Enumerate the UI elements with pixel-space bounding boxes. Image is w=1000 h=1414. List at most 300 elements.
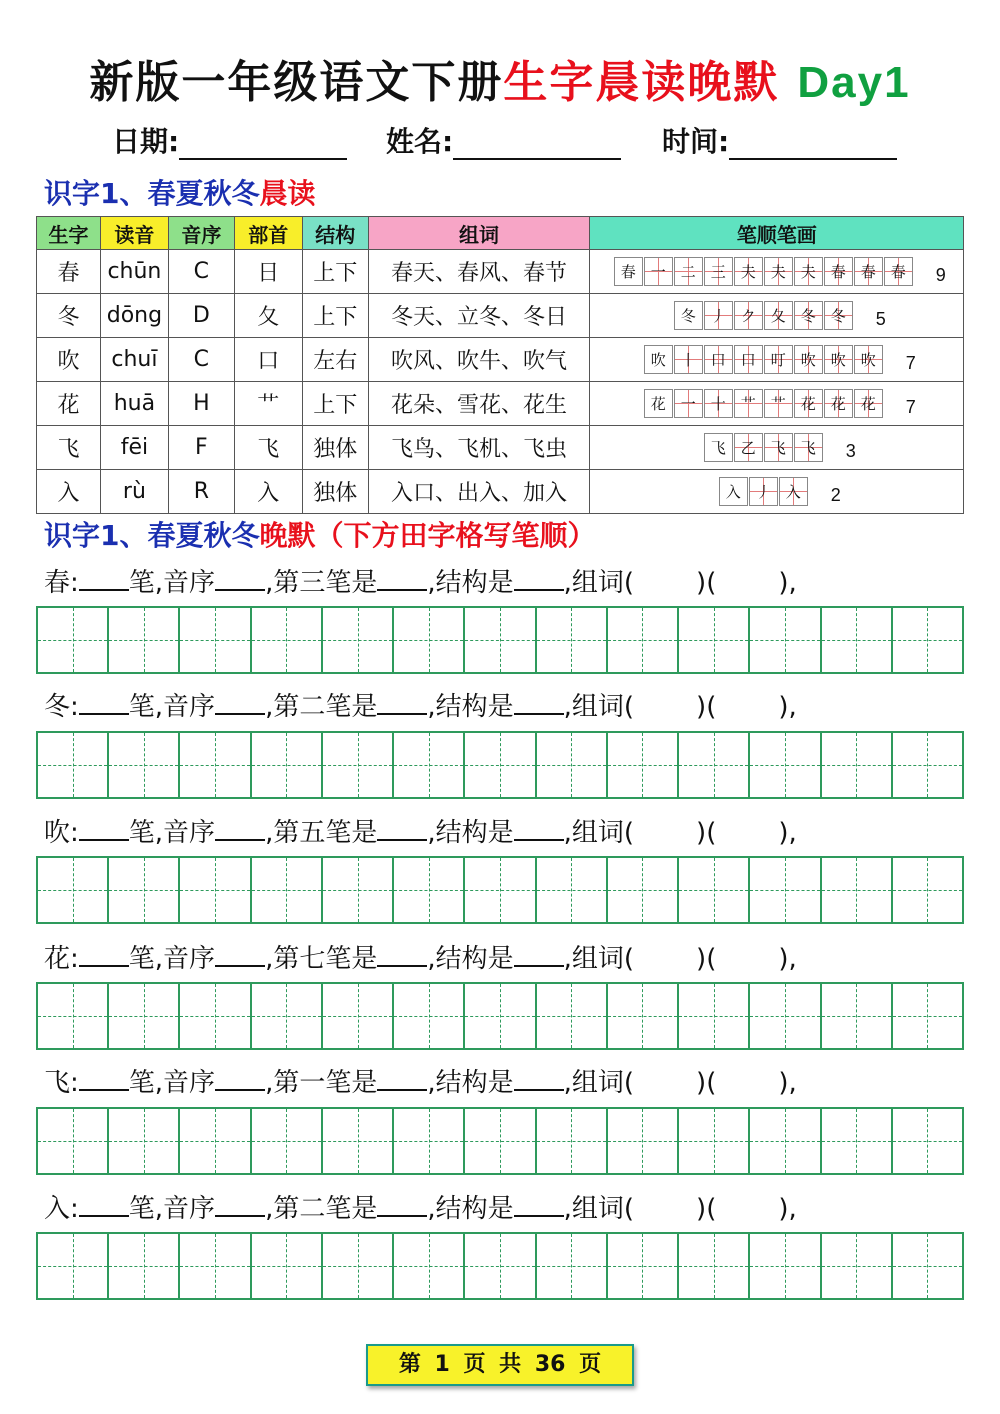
morning-title-red: 晨读 bbox=[259, 177, 316, 210]
tianzige-grid bbox=[36, 1107, 964, 1175]
header-char: 生字 bbox=[37, 217, 101, 250]
stroke-box: 十 bbox=[704, 389, 733, 418]
tianzige-cell[interactable] bbox=[323, 1109, 394, 1173]
evening-title-blue: 识字1、春夏秋冬 bbox=[44, 519, 260, 552]
tianzige-cell[interactable] bbox=[822, 608, 893, 672]
structure-blank[interactable] bbox=[514, 941, 564, 967]
tianzige-grid bbox=[36, 1232, 964, 1300]
order-blank[interactable] bbox=[215, 815, 265, 841]
stroke-box: 入 bbox=[779, 477, 808, 506]
order-blank[interactable] bbox=[215, 941, 265, 967]
prompt-colon: : bbox=[70, 692, 79, 722]
prompt-paren-mid: )( bbox=[696, 1194, 717, 1224]
table-row bbox=[37, 382, 964, 426]
tianzige-cell[interactable] bbox=[180, 984, 251, 1048]
stroke-box: 丿 bbox=[704, 301, 733, 330]
prompt-strokes-label: 笔, bbox=[128, 818, 164, 848]
header-letter: 音序 bbox=[168, 217, 234, 250]
page-indicator: 第 1 页 共 36 页 bbox=[366, 1344, 634, 1386]
tianzige-cell[interactable] bbox=[109, 1234, 180, 1298]
prompt-structure-label: 结构是 bbox=[435, 568, 514, 598]
cell-pinyin: fēi bbox=[100, 426, 168, 470]
stroke-count-blank[interactable] bbox=[79, 815, 129, 841]
prompt-order-label: 音序 bbox=[163, 818, 216, 848]
stroke-box: ク bbox=[734, 301, 763, 330]
prompt-order-label: 音序 bbox=[163, 1194, 216, 1224]
stroke-box: 春 bbox=[824, 257, 853, 286]
prompt-comma: , bbox=[563, 692, 572, 722]
stroke-count-blank[interactable] bbox=[79, 1065, 129, 1091]
stroke-box: 花 bbox=[854, 389, 883, 418]
prompt-ordinal-label: 第一笔是 bbox=[273, 1068, 378, 1098]
table-row bbox=[37, 426, 964, 470]
stroke-box: 花 bbox=[644, 389, 673, 418]
tianzige-cell[interactable] bbox=[679, 733, 750, 797]
cell-pinyin: huā bbox=[100, 382, 168, 426]
name-field[interactable] bbox=[453, 126, 621, 160]
tianzige-cell[interactable] bbox=[323, 858, 394, 922]
structure-blank[interactable] bbox=[514, 1065, 564, 1091]
prompt-paren-end: ), bbox=[778, 944, 797, 974]
prompt-paren-end: ), bbox=[778, 692, 797, 722]
stroke-count-blank[interactable] bbox=[79, 941, 129, 967]
cell-stroke-order bbox=[590, 382, 964, 426]
prompt-words-label: 组词( bbox=[571, 1194, 635, 1224]
prompt-ordinal-label: 第二笔是 bbox=[273, 692, 378, 722]
tianzige-cell[interactable] bbox=[252, 1109, 323, 1173]
tianzige-cell[interactable] bbox=[537, 984, 608, 1048]
prompt-colon: : bbox=[70, 944, 79, 974]
prompt-order-label: 音序 bbox=[163, 692, 216, 722]
cell-stroke-order bbox=[590, 426, 964, 470]
prompt-colon: : bbox=[70, 568, 79, 598]
prompt-paren-end: ), bbox=[778, 1068, 797, 1098]
prompt-comma: , bbox=[563, 818, 572, 848]
tianzige-cell[interactable] bbox=[465, 733, 536, 797]
tianzige-cell[interactable] bbox=[608, 608, 679, 672]
prompt-ordinal-label: 第五笔是 bbox=[273, 818, 378, 848]
prompt-char: 花 bbox=[44, 944, 71, 974]
prompt-structure-label: 结构是 bbox=[435, 818, 514, 848]
tianzige-cell[interactable] bbox=[608, 1234, 679, 1298]
cell-words: 吹风、吹牛、吹气 bbox=[368, 338, 590, 382]
tianzige-cell[interactable] bbox=[38, 984, 109, 1048]
date-group bbox=[112, 120, 347, 160]
prompt-comma: , bbox=[427, 692, 436, 722]
stroke-box: 口 bbox=[734, 345, 763, 374]
cell-structure: 独体 bbox=[302, 426, 368, 470]
dictation-prompt bbox=[44, 1188, 797, 1225]
stroke-box: 三 bbox=[704, 257, 733, 286]
tianzige-cell[interactable] bbox=[465, 858, 536, 922]
dictation-prompt bbox=[44, 1062, 797, 1099]
tianzige-cell[interactable] bbox=[750, 608, 821, 672]
dictation-prompt bbox=[44, 686, 797, 723]
prompt-structure-label: 结构是 bbox=[435, 692, 514, 722]
tianzige-cell[interactable] bbox=[679, 608, 750, 672]
prompt-char: 飞 bbox=[44, 1068, 71, 1098]
tianzige-grid bbox=[36, 856, 964, 924]
table-row bbox=[37, 294, 964, 338]
tianzige-cell[interactable] bbox=[465, 1234, 536, 1298]
stroke-count: 3 bbox=[845, 441, 856, 461]
tianzige-cell[interactable] bbox=[109, 984, 180, 1048]
tianzige-cell[interactable] bbox=[679, 858, 750, 922]
tianzige-cell[interactable] bbox=[109, 608, 180, 672]
time-label: 时间: bbox=[662, 125, 730, 158]
cell-structure: 左右 bbox=[302, 338, 368, 382]
structure-blank[interactable] bbox=[514, 565, 564, 591]
prompt-ordinal-label: 第二笔是 bbox=[273, 1194, 378, 1224]
tianzige-cell[interactable] bbox=[180, 1109, 251, 1173]
header-words: 组词 bbox=[368, 217, 590, 250]
tianzige-cell[interactable] bbox=[893, 608, 962, 672]
prompt-paren-mid: )( bbox=[696, 818, 717, 848]
tianzige-cell[interactable] bbox=[679, 1109, 750, 1173]
stroke-box: 二 bbox=[674, 257, 703, 286]
stroke-count-blank[interactable] bbox=[79, 1191, 129, 1217]
table-row bbox=[37, 470, 964, 514]
tianzige-cell[interactable] bbox=[38, 733, 109, 797]
tianzige-cell[interactable] bbox=[822, 984, 893, 1048]
order-blank[interactable] bbox=[215, 689, 265, 715]
tianzige-cell[interactable] bbox=[323, 608, 394, 672]
tianzige-cell[interactable] bbox=[679, 984, 750, 1048]
evening-title-red: 晚默（下方田字格写笔顺） bbox=[259, 519, 596, 552]
tianzige-cell[interactable] bbox=[394, 608, 465, 672]
prompt-words-label: 组词( bbox=[571, 568, 635, 598]
order-blank[interactable] bbox=[215, 1065, 265, 1091]
tianzige-cell[interactable] bbox=[252, 858, 323, 922]
stroke-box: 丨 bbox=[674, 345, 703, 374]
tianzige-cell[interactable] bbox=[394, 1234, 465, 1298]
prompt-paren-mid: )( bbox=[696, 1068, 717, 1098]
structure-blank[interactable] bbox=[514, 1191, 564, 1217]
tianzige-cell[interactable] bbox=[109, 733, 180, 797]
info-row bbox=[112, 120, 912, 160]
tianzige-cell[interactable] bbox=[180, 608, 251, 672]
tianzige-cell[interactable] bbox=[252, 608, 323, 672]
tianzige-cell[interactable] bbox=[109, 858, 180, 922]
stroke-box: 艹 bbox=[734, 389, 763, 418]
tianzige-cell[interactable] bbox=[465, 984, 536, 1048]
stroke-box: 乙 bbox=[734, 433, 763, 462]
title-day: Day1 bbox=[797, 58, 911, 107]
stroke-box: 吹 bbox=[644, 345, 673, 374]
nth-stroke-blank[interactable] bbox=[377, 815, 427, 841]
stroke-count: 7 bbox=[905, 353, 916, 373]
prompt-colon: : bbox=[70, 1194, 79, 1224]
stroke-box: 飞 bbox=[764, 433, 793, 462]
tianzige-cell[interactable] bbox=[180, 858, 251, 922]
stroke-box: 花 bbox=[794, 389, 823, 418]
stroke-count-blank[interactable] bbox=[79, 565, 129, 591]
prompt-paren-mid: )( bbox=[696, 944, 717, 974]
stroke-box: 冬 bbox=[794, 301, 823, 330]
tianzige-cell[interactable] bbox=[537, 608, 608, 672]
cell-char: 春 bbox=[37, 250, 101, 294]
tianzige-cell[interactable] bbox=[822, 733, 893, 797]
date-field[interactable] bbox=[179, 126, 347, 160]
table-header-row bbox=[37, 217, 964, 250]
stroke-count: 9 bbox=[935, 265, 946, 285]
title-part-1: 新版一年级语文下册 bbox=[89, 57, 504, 108]
prompt-comma: , bbox=[265, 818, 274, 848]
prompt-words-label: 组词( bbox=[571, 818, 635, 848]
prompt-comma: , bbox=[427, 818, 436, 848]
name-group bbox=[386, 120, 621, 160]
characters-table bbox=[36, 216, 964, 514]
table-row bbox=[37, 250, 964, 294]
stroke-box: 冬 bbox=[824, 301, 853, 330]
cell-structure: 上下 bbox=[302, 250, 368, 294]
tianzige-cell[interactable] bbox=[394, 733, 465, 797]
prompt-paren-mid: )( bbox=[696, 692, 717, 722]
nth-stroke-blank[interactable] bbox=[377, 689, 427, 715]
cell-char: 吹 bbox=[37, 338, 101, 382]
nth-stroke-blank[interactable] bbox=[377, 1191, 427, 1217]
stroke-box: 吹 bbox=[794, 345, 823, 374]
prompt-structure-label: 结构是 bbox=[435, 1068, 514, 1098]
tianzige-cell[interactable] bbox=[537, 858, 608, 922]
tianzige-cell[interactable] bbox=[394, 858, 465, 922]
dictation-prompt bbox=[44, 562, 797, 599]
cell-words: 花朵、雪花、花生 bbox=[368, 382, 590, 426]
cell-words: 春天、春风、春节 bbox=[368, 250, 590, 294]
prompt-comma: , bbox=[265, 1068, 274, 1098]
tianzige-cell[interactable] bbox=[750, 1234, 821, 1298]
tianzige-cell[interactable] bbox=[893, 733, 962, 797]
morning-section-title bbox=[44, 172, 316, 212]
tianzige-cell[interactable] bbox=[323, 1234, 394, 1298]
cell-structure: 上下 bbox=[302, 382, 368, 426]
prompt-comma: , bbox=[563, 568, 572, 598]
dictation-prompt bbox=[44, 938, 797, 975]
nth-stroke-blank[interactable] bbox=[377, 941, 427, 967]
tianzige-cell[interactable] bbox=[608, 984, 679, 1048]
tianzige-cell[interactable] bbox=[893, 858, 962, 922]
tianzige-cell[interactable] bbox=[893, 984, 962, 1048]
tianzige-cell[interactable] bbox=[252, 1234, 323, 1298]
prompt-char: 吹 bbox=[44, 818, 71, 848]
name-label: 姓名: bbox=[386, 125, 454, 158]
tianzige-cell[interactable] bbox=[750, 984, 821, 1048]
header-radical: 部首 bbox=[234, 217, 302, 250]
stroke-box: 夂 bbox=[764, 301, 793, 330]
prompt-comma: , bbox=[563, 1068, 572, 1098]
order-blank[interactable] bbox=[215, 1191, 265, 1217]
tianzige-cell[interactable] bbox=[750, 1109, 821, 1173]
prompt-comma: , bbox=[427, 1068, 436, 1098]
dictation-prompt bbox=[44, 812, 797, 849]
prompt-order-label: 音序 bbox=[163, 568, 216, 598]
order-blank[interactable] bbox=[215, 565, 265, 591]
cell-radical: 口 bbox=[234, 338, 302, 382]
prompt-order-label: 音序 bbox=[163, 944, 216, 974]
prompt-comma: , bbox=[427, 944, 436, 974]
cell-structure: 独体 bbox=[302, 470, 368, 514]
stroke-box: 口 bbox=[704, 345, 733, 374]
prompt-paren-end: ), bbox=[778, 818, 797, 848]
cell-pinyin: chūn bbox=[100, 250, 168, 294]
prompt-strokes-label: 笔, bbox=[128, 1194, 164, 1224]
cell-letter: D bbox=[168, 294, 234, 338]
stroke-box: 吹 bbox=[824, 345, 853, 374]
cell-letter: C bbox=[168, 250, 234, 294]
stroke-count: 5 bbox=[875, 309, 886, 329]
prompt-words-label: 组词( bbox=[571, 1068, 635, 1098]
tianzige-cell[interactable] bbox=[252, 733, 323, 797]
prompt-strokes-label: 笔, bbox=[128, 568, 164, 598]
cell-letter: R bbox=[168, 470, 234, 514]
prompt-comma: , bbox=[265, 692, 274, 722]
stroke-box: 冬 bbox=[674, 301, 703, 330]
cell-char: 飞 bbox=[37, 426, 101, 470]
cell-pinyin: chuī bbox=[100, 338, 168, 382]
prompt-comma: , bbox=[265, 1194, 274, 1224]
prompt-comma: , bbox=[427, 568, 436, 598]
stroke-box: 丿 bbox=[749, 477, 778, 506]
tianzige-cell[interactable] bbox=[323, 984, 394, 1048]
cell-letter: C bbox=[168, 338, 234, 382]
cell-radical: 入 bbox=[234, 470, 302, 514]
nth-stroke-blank[interactable] bbox=[377, 565, 427, 591]
cell-char: 花 bbox=[37, 382, 101, 426]
stroke-box: 春 bbox=[884, 257, 913, 286]
evening-section-title bbox=[44, 514, 596, 554]
prompt-paren-mid: )( bbox=[696, 568, 717, 598]
cell-radical: 日 bbox=[234, 250, 302, 294]
tianzige-cell[interactable] bbox=[465, 608, 536, 672]
page-title bbox=[0, 46, 1000, 110]
tianzige-cell[interactable] bbox=[394, 984, 465, 1048]
structure-blank[interactable] bbox=[514, 815, 564, 841]
cell-stroke-order bbox=[590, 250, 964, 294]
prompt-char: 春 bbox=[44, 568, 71, 598]
prompt-structure-label: 结构是 bbox=[435, 1194, 514, 1224]
stroke-box: 飞 bbox=[704, 433, 733, 462]
cell-stroke-order bbox=[590, 294, 964, 338]
stroke-box: 春 bbox=[854, 257, 883, 286]
stroke-count: 2 bbox=[830, 485, 841, 505]
stroke-box: 入 bbox=[719, 477, 748, 506]
tianzige-cell[interactable] bbox=[465, 1109, 536, 1173]
cell-words: 飞鸟、飞机、飞虫 bbox=[368, 426, 590, 470]
tianzige-cell[interactable] bbox=[394, 1109, 465, 1173]
prompt-strokes-label: 笔, bbox=[128, 692, 164, 722]
tianzige-cell[interactable] bbox=[180, 733, 251, 797]
prompt-order-label: 音序 bbox=[163, 1068, 216, 1098]
stroke-box: 叮 bbox=[764, 345, 793, 374]
cell-char: 入 bbox=[37, 470, 101, 514]
cell-char: 冬 bbox=[37, 294, 101, 338]
stroke-box: 吹 bbox=[854, 345, 883, 374]
cell-words: 入口、出入、加入 bbox=[368, 470, 590, 514]
stroke-box: 一 bbox=[644, 257, 673, 286]
stroke-box: 艹 bbox=[764, 389, 793, 418]
stroke-box: 夫 bbox=[764, 257, 793, 286]
cell-stroke-order bbox=[590, 470, 964, 514]
tianzige-cell[interactable] bbox=[893, 1109, 962, 1173]
stroke-count: 7 bbox=[905, 397, 916, 417]
cell-radical: 夂 bbox=[234, 294, 302, 338]
prompt-char: 冬 bbox=[44, 692, 71, 722]
tianzige-cell[interactable] bbox=[608, 858, 679, 922]
tianzige-cell[interactable] bbox=[608, 733, 679, 797]
time-field[interactable] bbox=[729, 126, 897, 160]
tianzige-cell[interactable] bbox=[893, 1234, 962, 1298]
prompt-comma: , bbox=[563, 944, 572, 974]
stroke-box: 春 bbox=[614, 257, 643, 286]
cell-pinyin: rù bbox=[100, 470, 168, 514]
stroke-box: 花 bbox=[824, 389, 853, 418]
tianzige-cell[interactable] bbox=[537, 1234, 608, 1298]
prompt-ordinal-label: 第七笔是 bbox=[273, 944, 378, 974]
tianzige-cell[interactable] bbox=[822, 1109, 893, 1173]
prompt-colon: : bbox=[70, 1068, 79, 1098]
stroke-box: 夫 bbox=[734, 257, 763, 286]
tianzige-cell[interactable] bbox=[38, 1234, 109, 1298]
prompt-char: 入 bbox=[44, 1194, 71, 1224]
date-label: 日期: bbox=[112, 125, 180, 158]
tianzige-grid bbox=[36, 982, 964, 1050]
prompt-strokes-label: 笔, bbox=[128, 944, 164, 974]
cell-structure: 上下 bbox=[302, 294, 368, 338]
prompt-comma: , bbox=[563, 1194, 572, 1224]
prompt-paren-end: ), bbox=[778, 1194, 797, 1224]
cell-stroke-order bbox=[590, 338, 964, 382]
stroke-box: 一 bbox=[674, 389, 703, 418]
prompt-comma: , bbox=[265, 944, 274, 974]
tianzige-cell[interactable] bbox=[537, 1109, 608, 1173]
prompt-colon: : bbox=[70, 818, 79, 848]
tianzige-cell[interactable] bbox=[608, 1109, 679, 1173]
prompt-strokes-label: 笔, bbox=[128, 1068, 164, 1098]
tianzige-cell[interactable] bbox=[822, 1234, 893, 1298]
cell-letter: F bbox=[168, 426, 234, 470]
stroke-count-blank[interactable] bbox=[79, 689, 129, 715]
tianzige-cell[interactable] bbox=[750, 733, 821, 797]
tianzige-cell[interactable] bbox=[38, 1109, 109, 1173]
header-structure: 结构 bbox=[302, 217, 368, 250]
tianzige-cell[interactable] bbox=[38, 608, 109, 672]
prompt-words-label: 组词( bbox=[571, 944, 635, 974]
prompt-structure-label: 结构是 bbox=[435, 944, 514, 974]
tianzige-cell[interactable] bbox=[109, 1109, 180, 1173]
cell-radical: 艹 bbox=[234, 382, 302, 426]
stroke-box: 飞 bbox=[794, 433, 823, 462]
header-pinyin: 读音 bbox=[100, 217, 168, 250]
prompt-words-label: 组词( bbox=[571, 692, 635, 722]
tianzige-cell[interactable] bbox=[323, 733, 394, 797]
morning-title-blue: 识字1、春夏秋冬 bbox=[44, 177, 260, 210]
tianzige-cell[interactable] bbox=[679, 1234, 750, 1298]
tianzige-cell[interactable] bbox=[822, 858, 893, 922]
nth-stroke-blank[interactable] bbox=[377, 1065, 427, 1091]
cell-letter: H bbox=[168, 382, 234, 426]
tianzige-cell[interactable] bbox=[252, 984, 323, 1048]
tianzige-cell[interactable] bbox=[180, 1234, 251, 1298]
cell-words: 冬天、立冬、冬日 bbox=[368, 294, 590, 338]
prompt-paren-end: ), bbox=[778, 568, 797, 598]
tianzige-cell[interactable] bbox=[750, 858, 821, 922]
tianzige-cell[interactable] bbox=[537, 733, 608, 797]
time-group bbox=[662, 120, 897, 160]
tianzige-grid bbox=[36, 731, 964, 799]
structure-blank[interactable] bbox=[514, 689, 564, 715]
tianzige-cell[interactable] bbox=[38, 858, 109, 922]
stroke-box: 夫 bbox=[794, 257, 823, 286]
